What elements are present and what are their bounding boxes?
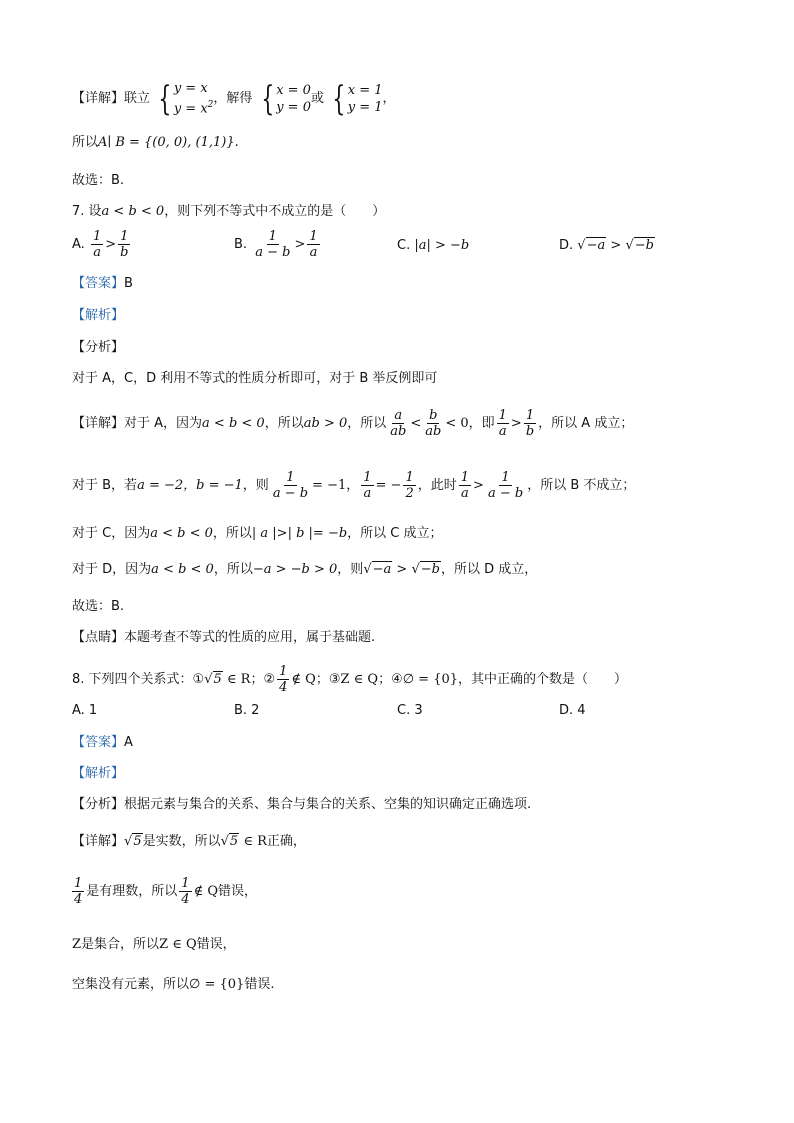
q7-jiexi: 【解析】 [72, 308, 125, 323]
q8-detail-1: 【详解】√5是实数，所以√5 ∈ R正确， [72, 834, 306, 849]
q8-stem: 8. 下列四个关系式：①√5 ∈ R；② $\frac{1}{4}$ ∉ Q；③Z ∈ Q；④∅ = {0}，其中正确的个数是（ ） [72, 664, 628, 695]
q6-result-line: 所以A∣ B = {(0, 0), (1,1)}. [72, 135, 239, 150]
q7-option-d: D. √−a > √−b [559, 238, 654, 253]
equation-system-3: { x = 1 y = 1 [332, 78, 383, 119]
q7-detail-c: 对于 C，因为a < b < 0，所以| a |>| b |= −b，所以 C 成立； [72, 526, 443, 541]
q7-fenxi-text: 对于 A，C，D 利用不等式的性质分析即可，对于 B 举反例即可 [72, 371, 438, 386]
q7-option-a: A. $\frac{1}{a}$ > $\frac{1}{b}$ [72, 229, 129, 260]
q8-answer: 【答案】A [72, 735, 133, 750]
q8-option-a: A. 1 [72, 703, 98, 718]
q8-option-c: C. 3 [397, 703, 423, 718]
q7-answer-final: 故选：B. [72, 599, 125, 614]
equation-system-1: { y = x $y = x^2$ [158, 78, 214, 119]
q6-answer: 故选：B. [72, 173, 125, 188]
q7-option-c: C. |a| > −b [397, 238, 470, 253]
q7-detail-a: 【详解】对于 A，因为a < b < 0，所以ab > 0，所以 $\frac{a}{ab}$ < $\frac{b}{ab}$ < 0，即 $\frac{1}{a}$ > $\frac{1}{b}$ ，所以 A 成立； [72, 408, 634, 439]
q8-detail-3: Z是集合，所以Z ∈ Q错误， [72, 937, 236, 952]
q6-detail-line: 【详解】联立 { y = x $y = x^2$ ，解得 { x = 0 y = 0 或 { x = 1 y = 1 ， [72, 78, 396, 119]
q8-jiexi: 【解析】 [72, 766, 125, 781]
q8-detail-2: $\frac{1}{4}$ 是有理数，所以 $\frac{1}{4}$ ∉ Q错误， [74, 876, 258, 907]
q8-detail-4: 空集没有元素，所以∅ = {0}错误. [72, 977, 275, 992]
q7-detail-b: 对于 B，若a = −2，b = −1，则 $\frac{1}{a - b}$ = −1， $\frac{1}{a}$ = − $\frac{1}{2}$ ，此时 $\frac{1}{a}$ > $\frac{1}{a - b}$ ，所以 B 不成立； [72, 470, 636, 501]
q8-fenxi: 【分析】根据元素与集合的关系、集合与集合的关系、空集的知识确定正确选项. [72, 797, 532, 812]
q7-fenxi: 【分析】 [72, 340, 125, 355]
q7-option-b: B. $\frac{1}{a - b}$ > $\frac{1}{a}$ [234, 229, 318, 260]
q8-option-b: B. 2 [234, 703, 260, 718]
q7-answer: 【答案】B [72, 276, 133, 291]
q7-stem: 7. 设a < b < 0，则下列不等式中不成立的是（ ） [72, 204, 386, 219]
q7-detail-d: 对于 D，因为a < b < 0，所以−a > −b > 0，则√−a > √−b，所以 D 成立， [72, 562, 538, 577]
detail-label: 【详解】 [72, 91, 125, 107]
q8-option-d: D. 4 [559, 703, 586, 718]
equation-system-2: { x = 0 y = 0 [260, 78, 311, 119]
q7-dianjing: 【点睛】本题考查不等式的性质的应用，属于基础题. [72, 630, 376, 645]
